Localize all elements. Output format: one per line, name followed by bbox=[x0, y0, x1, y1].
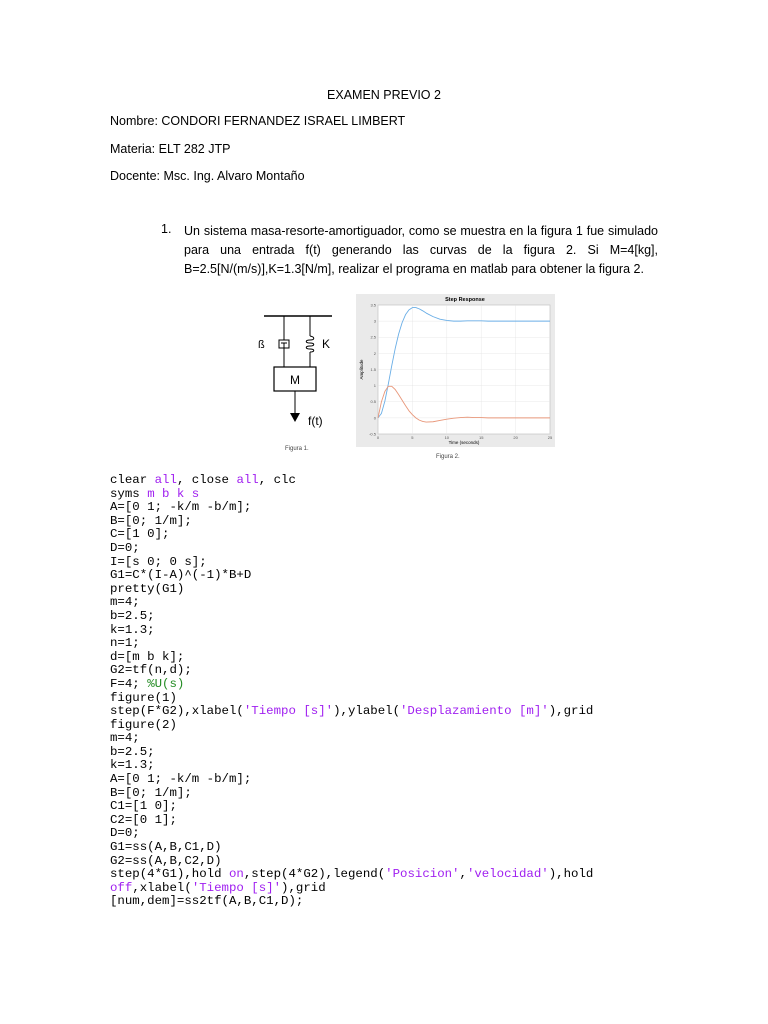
code-text: k=1.3; bbox=[110, 758, 155, 773]
code-text: G1=C*(I-A)^(-1)*B+D bbox=[110, 568, 252, 583]
code-text: ),grid bbox=[281, 880, 326, 895]
code-text: D=0; bbox=[110, 540, 140, 555]
code-keyword: all bbox=[236, 473, 259, 487]
code-line bbox=[110, 826, 140, 840]
code-text: step(F*G2),xlabel( bbox=[110, 704, 244, 719]
code-line bbox=[110, 691, 177, 705]
code-text: m=4; bbox=[110, 731, 140, 746]
question-text: Un sistema masa-resorte-amortiguador, como se muestra en la figura 1 fue simulado para una entrada f(t) generando las curvas de la figura 2. Si M=4[kg], B=2.5[N/(m/s)],K=1.3[N/m], realizar el programa en matlab para obtener la figura 2. bbox=[184, 224, 658, 276]
code-text: clear bbox=[110, 473, 155, 487]
y-tick-label: 2.5 bbox=[370, 334, 376, 340]
code-comment: %U(s) bbox=[147, 676, 185, 691]
code-line bbox=[110, 731, 140, 745]
code-line bbox=[110, 582, 184, 596]
code-text: B=[0; 1/m]; bbox=[110, 513, 192, 528]
damper bbox=[279, 316, 289, 367]
code-keyword: 'velocidad' bbox=[466, 867, 549, 882]
teacher-name: Docente: Msc. Ing. Alvaro Montaño bbox=[110, 169, 305, 183]
code-line bbox=[110, 555, 207, 569]
code-line bbox=[110, 541, 140, 555]
code-keyword: 'Tiempo [s]' bbox=[243, 704, 334, 719]
y-tick-label: 1 bbox=[373, 383, 376, 389]
figure2-caption: Figura 2. bbox=[436, 454, 460, 460]
y-tick-label: 0.5 bbox=[370, 399, 376, 405]
code-line bbox=[110, 867, 593, 881]
code-text: I=[s 0; 0 s]; bbox=[110, 554, 207, 569]
code-text: step(4*G1),hold bbox=[110, 867, 229, 882]
x-tick-label: 5 bbox=[411, 435, 414, 440]
code-text: G2=tf(n,d); bbox=[110, 663, 192, 678]
code-line bbox=[110, 487, 199, 501]
code-text: , bbox=[459, 867, 467, 882]
x-tick-label: 10 bbox=[444, 435, 450, 440]
code-text: ),ylabel( bbox=[333, 704, 400, 719]
force-arrow-icon bbox=[290, 413, 300, 422]
y-tick-label: -0.5 bbox=[369, 431, 376, 437]
code-text: A=[0 1; -k/m -b/m]; bbox=[110, 500, 252, 515]
code-line bbox=[110, 840, 222, 854]
code-line bbox=[110, 500, 251, 514]
x-tick-label: 15 bbox=[478, 435, 484, 440]
spring-label: K bbox=[322, 337, 331, 351]
x-axis-label: Time (seconds) bbox=[448, 440, 480, 445]
code-text: C=[1 0]; bbox=[110, 527, 170, 542]
matlab-code-block bbox=[110, 474, 593, 909]
code-keyword: off bbox=[110, 880, 133, 895]
code-line bbox=[110, 473, 296, 487]
y-tick-label: 2 bbox=[373, 350, 376, 356]
code-text: syms bbox=[110, 486, 148, 501]
code-line bbox=[110, 595, 140, 609]
code-text: F=4; bbox=[110, 676, 148, 691]
code-text: [num,dem]=ss2tf(A,B,C1,D); bbox=[110, 894, 304, 909]
code-line bbox=[110, 636, 140, 650]
code-line bbox=[110, 527, 170, 541]
code-text: n=1; bbox=[110, 636, 140, 651]
code-text: ),grid bbox=[548, 704, 594, 719]
code-text: m=4; bbox=[110, 595, 140, 610]
code-line bbox=[110, 704, 593, 718]
code-line bbox=[110, 881, 326, 895]
code-line bbox=[110, 623, 155, 637]
spring bbox=[306, 316, 314, 367]
code-line bbox=[110, 745, 155, 759]
y-axis-label: Amplitude bbox=[359, 359, 364, 380]
code-keyword: 'Tiempo [s]' bbox=[191, 880, 282, 895]
force-label: f(t) bbox=[308, 414, 323, 428]
code-line bbox=[110, 799, 177, 813]
x-tick-label: 0 bbox=[376, 435, 380, 440]
y-tick-label: 0 bbox=[373, 415, 376, 421]
code-text: G2=ss(A,B,C2,D) bbox=[110, 853, 222, 868]
code-text: A=[0 1; -k/m -b/m]; bbox=[110, 772, 252, 787]
chart-title: Step Response bbox=[445, 297, 485, 303]
code-text: pretty(G1) bbox=[110, 581, 185, 596]
y-tick-label: 3.5 bbox=[370, 302, 376, 308]
y-tick-label: 1.5 bbox=[370, 366, 376, 372]
code-keyword: on bbox=[228, 867, 244, 882]
x-tick-label: 20 bbox=[513, 435, 518, 440]
code-line bbox=[110, 758, 155, 772]
code-line bbox=[110, 894, 303, 908]
code-text: b=2.5; bbox=[110, 744, 155, 759]
question-number: 1. bbox=[161, 222, 172, 236]
code-text: d=[m b k]; bbox=[110, 649, 185, 664]
damper-label: ß bbox=[258, 339, 265, 351]
figure1-caption: Figura 1. bbox=[285, 446, 309, 452]
code-text: , clc bbox=[258, 473, 296, 487]
mass-label: M bbox=[290, 373, 300, 387]
code-line bbox=[110, 514, 192, 528]
code-line bbox=[110, 854, 222, 868]
code-text: figure(1) bbox=[110, 690, 177, 705]
mass-spring-damper-diagram bbox=[250, 310, 340, 440]
code-text: b=2.5; bbox=[110, 608, 155, 623]
code-text: G1=ss(A,B,C1,D) bbox=[110, 840, 222, 855]
code-keyword: all bbox=[154, 473, 177, 487]
course-name: Materia: ELT 282 JTP bbox=[110, 142, 231, 156]
code-line bbox=[110, 663, 192, 677]
code-keyword: m b k s bbox=[147, 486, 200, 501]
code-text: figure(2) bbox=[110, 717, 177, 732]
code-text: ,xlabel( bbox=[132, 880, 192, 895]
code-line bbox=[110, 772, 251, 786]
code-line bbox=[110, 568, 251, 582]
student-name: Nombre: CONDORI FERNANDEZ ISRAEL LIMBERT bbox=[110, 114, 406, 128]
code-text: ,step(4*G2),legend( bbox=[243, 867, 386, 882]
code-text: ),hold bbox=[548, 867, 594, 882]
code-line bbox=[110, 650, 184, 664]
code-line bbox=[110, 718, 177, 732]
code-line bbox=[110, 813, 177, 827]
y-tick-label: 3 bbox=[373, 318, 376, 324]
code-text: k=1.3; bbox=[110, 622, 155, 637]
code-keyword: 'Desplazamiento [m]' bbox=[400, 704, 549, 719]
step-response-chart bbox=[356, 294, 555, 447]
code-text: B=[0; 1/m]; bbox=[110, 785, 192, 800]
x-tick-label: 25 bbox=[547, 435, 553, 440]
code-line bbox=[110, 677, 184, 691]
code-text: C2=[0 1]; bbox=[110, 812, 177, 827]
document-title: EXAMEN PREVIO 2 bbox=[327, 88, 441, 102]
code-line bbox=[110, 786, 192, 800]
code-line bbox=[110, 609, 155, 623]
code-text: C1=[1 0]; bbox=[110, 799, 177, 814]
code-text: , close bbox=[176, 473, 237, 487]
code-text: D=0; bbox=[110, 826, 140, 841]
code-keyword: 'Posicion' bbox=[385, 867, 460, 882]
